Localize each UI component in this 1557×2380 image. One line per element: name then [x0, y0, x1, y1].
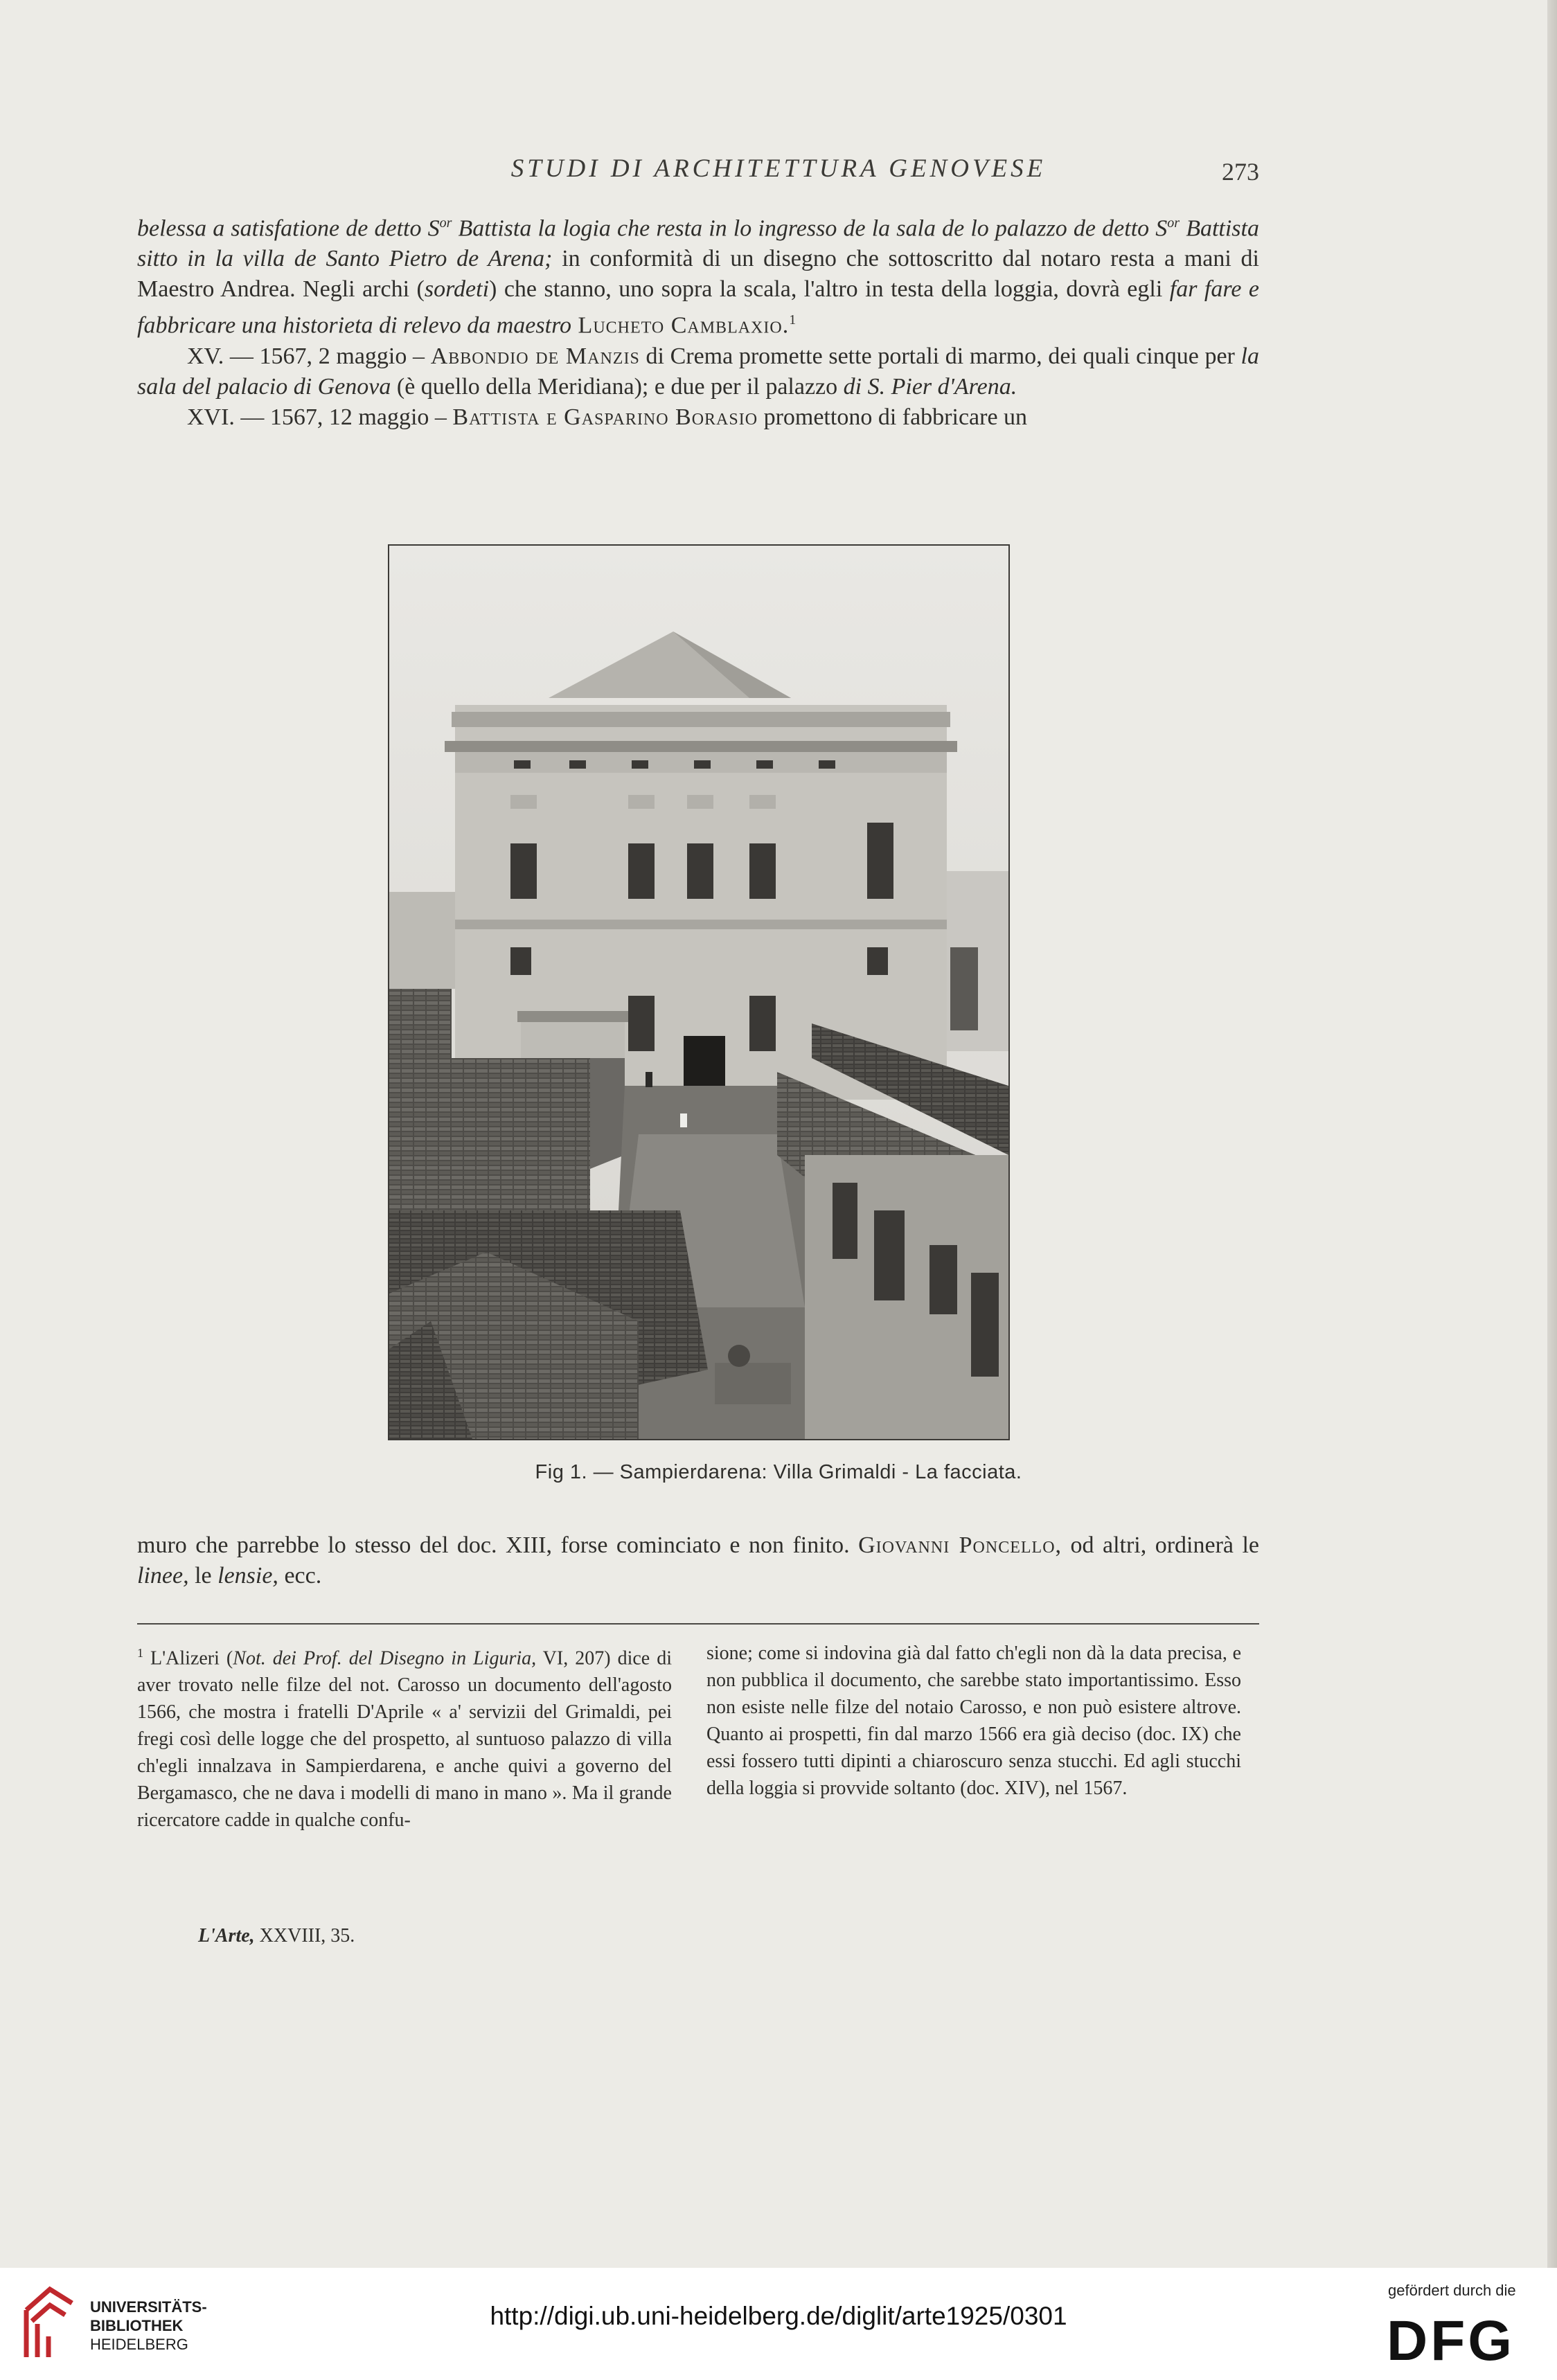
funding-label: gefördert durch die	[1388, 2282, 1516, 2299]
page-number: 273	[1222, 158, 1259, 186]
footnote-ref: 1	[789, 312, 797, 328]
body-text-top	[137, 208, 1259, 433]
photo-illustration	[389, 546, 1008, 1439]
paragraph-xvi: XVI. — 1567, 12 maggio – Battista e Gasparino Borasio promettono di fabbricare un	[187, 404, 1028, 430]
paragraph-contract-text: belessa a satisfatione de detto $S^{or}$ Battista la logia che resta in lo ingresso de la sala de lo palazzo de detto $S^{or}$ Battista sitto in la villa de Santo Pietro de Arena; in conformità di un disegno che sottoscritto dal notaro resta a mani di Maestro Andrea. Negli archi (sordeti) che stanno, uno sopra la scala, l'altro in testa della loggia, dovrà egli far fare e fabbricare una historieta di relevo da maestro Lucheto Camblaxio.$^1$	[137, 215, 1260, 339]
library-name: UNIVERSITÄTS- BIBLIOTHEK HEIDELBERG	[90, 2298, 207, 2353]
figure-photo-villa-grimaldi	[388, 544, 1010, 1440]
paragraph-continuation: muro che parrebbe lo stesso del doc. XIII, forse cominciato e non finito. Giovanni Poncello, od altri, ordinerà le linee, le lensie, ecc.	[137, 1532, 1259, 1589]
dfg-logo: DFG	[1387, 2309, 1515, 2372]
journal-signature: L'Arte, XXVIII, 35.	[198, 1925, 355, 1947]
running-title: STUDI DI ARCHITETTURA GENOVESE	[510, 154, 1047, 183]
footnote-column-right: sione; come si indovina già dal fatto ch'egli non dà la data precisa, e non pubblica il documento, che sarebbe stato importantissimo. Esso non esiste nelle filze del notaio Carosso, e non può esistere altrove. Quanto ai prospetti, fin dal marzo 1566 era già deciso (doc. IX) che essi fossero tutti dipinti a chiaroscuro senza stucchi. Ed agli stucchi della loggia si provvide soltanto (doc. XIV), nel 1567.	[706, 1643, 1241, 1799]
footnote-divider	[137, 1623, 1259, 1625]
page-edge-shadow	[1547, 0, 1557, 2268]
footnote-column-left: $^1$ L'Alizeri (Not. dei Prof. del Disegno in Liguria, VI, 207) dice di aver trovato nelle filze del not. Carosso un documento dell'agosto 1566, che mostra i fratelli D'Aprile « a' servizii del Grimaldi, pei fregi così delle logge che del prospetto, al suntuoso palazzo di villa ch'egli innalzava in Sampierdarena, e anche quivi a governo del Bergamasco, che ne dava i modelli di mano in mano ». Ma il grande ricercatore cadde in qualche confu-	[137, 1646, 673, 1832]
figure-caption: Fig 1. — Sampierdarena: Villa Grimaldi - La facciata.	[535, 1461, 1022, 1483]
source-url-link[interactable]: http://digi.ub.uni-heidelberg.de/diglit/arte1925/0301	[490, 2302, 1067, 2330]
paragraph-xv: XV. — 1567, 2 maggio – Abbondio de Manzis di Crema promette sette portali di marmo, dei quali cinque per la sala del palacio di Genova (è quello della Meridiana); e due per il palazzo di S. Pier d'Arena.	[137, 343, 1259, 400]
body-text-bottom	[137, 1530, 1259, 1591]
